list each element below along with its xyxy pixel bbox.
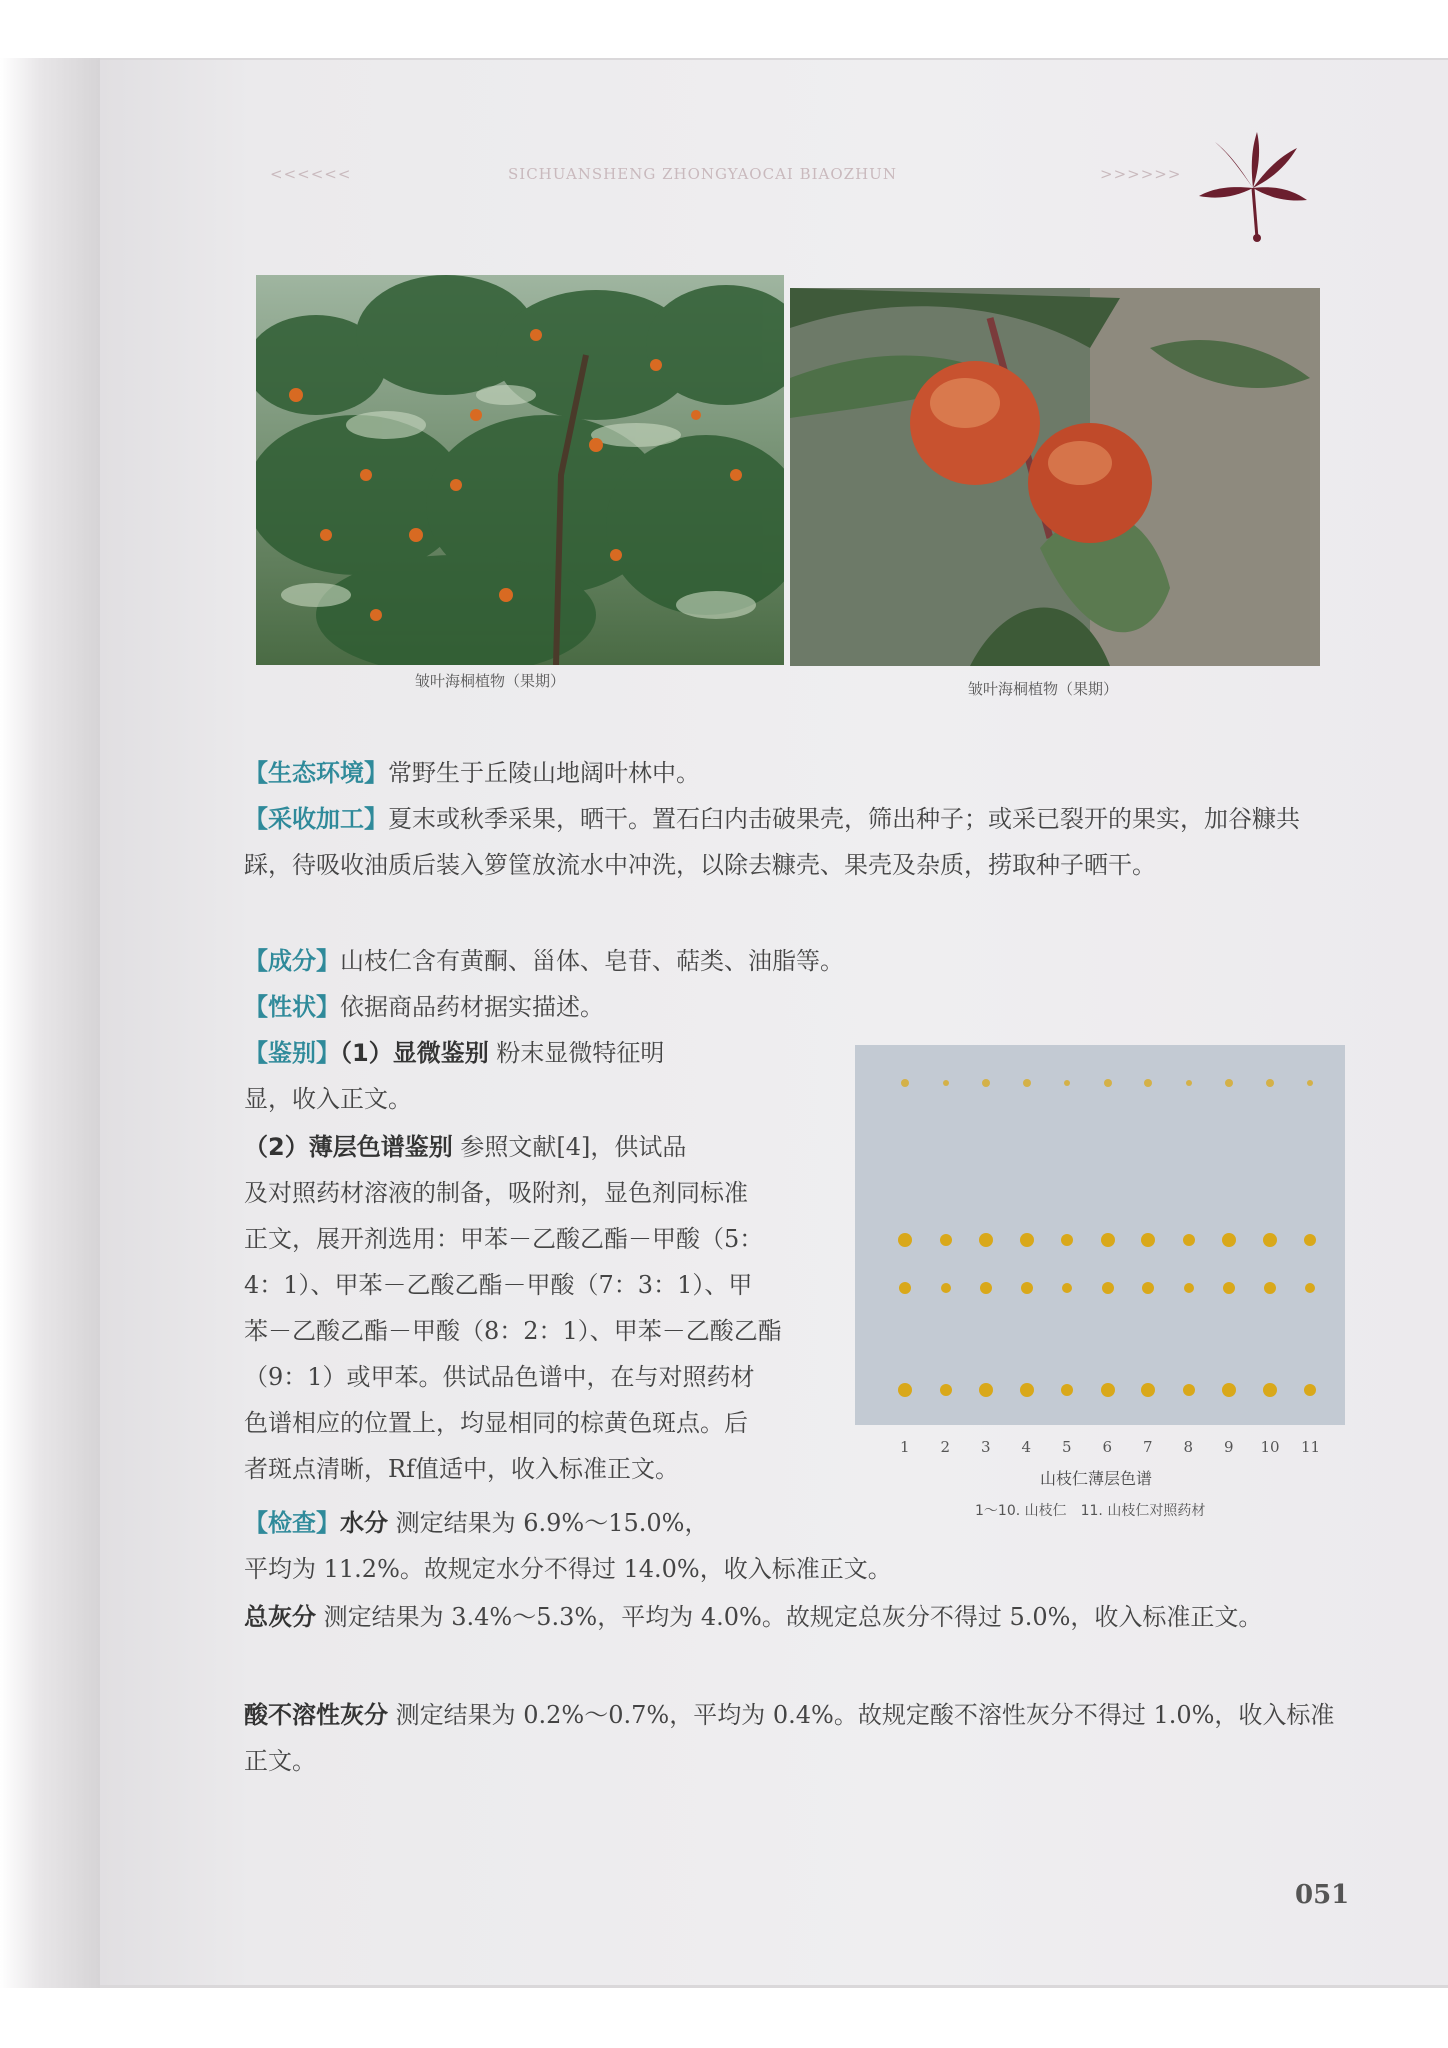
water-title: 水分 (340, 1509, 388, 1537)
tlc-spot (1222, 1233, 1236, 1247)
traits-text: 依据商品药材据实描述。 (340, 993, 604, 1021)
tlc-spot (1061, 1234, 1073, 1246)
tlc-line-7: 色谱相应的位置上，均显相同的棕黄色斑点。后 (244, 1409, 748, 1437)
check-label: 【检查】 (244, 1509, 340, 1537)
tlc-spot (1305, 1283, 1315, 1293)
tlc-lane-number: 3 (981, 1438, 991, 1456)
tlc-spot (1102, 1282, 1114, 1294)
tlc-paragraph (244, 1124, 844, 1492)
habitat-label: 【生态环境】 (244, 759, 388, 787)
tlc-line-2: 及对照药材溶液的制备，吸附剂，显色剂同标准 (244, 1179, 748, 1207)
tlc-spot (1186, 1080, 1192, 1086)
micro-title: （1）显微鉴别 (340, 1039, 489, 1067)
tlc-spot (1183, 1384, 1195, 1396)
tlc-line-text-1: 参照文献[4]，供试品 (460, 1133, 687, 1161)
tlc-spot (1304, 1234, 1316, 1246)
tlc-spot (1020, 1383, 1034, 1397)
tlc-lane-number: 7 (1143, 1438, 1153, 1456)
composition-text: 山枝仁含有黄酮、甾体、皂苷、萜类、油脂等。 (340, 947, 844, 975)
tlc-spot (1023, 1079, 1031, 1087)
tlc-spot (943, 1080, 949, 1086)
tlc-spot (940, 1384, 952, 1396)
tlc-plate-image (855, 1045, 1345, 1425)
tlc-spot (1021, 1282, 1033, 1294)
tlc-lane-number: 1 (900, 1438, 910, 1456)
plant-photo-tree (256, 275, 784, 665)
tlc-lane-number: 4 (1021, 1438, 1032, 1456)
tlc-spot (941, 1283, 951, 1293)
tlc-lane-number: 11 (1301, 1438, 1321, 1456)
composition-section (244, 938, 1344, 984)
header-title: SICHUANSHENG ZHONGYAOCAI BIAOZHUN (508, 165, 897, 183)
ash-paragraph (244, 1594, 1339, 1640)
harvest-label: 【采收加工】 (244, 805, 388, 833)
tlc-lane-number: 9 (1224, 1438, 1234, 1456)
tlc-spot (898, 1233, 912, 1247)
tlc-spot (980, 1282, 992, 1294)
acid-ash-text: 测定结果为 0.2%～0.7%，平均为 0.4%。故规定酸不溶性灰分不得过 1.0%，收入标准正文。 (244, 1701, 1335, 1775)
water-text-2: 平均为 11.2%。故规定水分不得过 14.0%，收入标准正文。 (244, 1555, 892, 1583)
book-spine (0, 58, 100, 1988)
tlc-spot (979, 1233, 993, 1247)
tlc-spot (1064, 1080, 1070, 1086)
tlc-spot (979, 1383, 993, 1397)
ash-text: 测定结果为 3.4%～5.3%，平均为 4.0%。故规定总灰分不得过 5.0%，收入标准正文。 (323, 1603, 1263, 1631)
ash-title: 总灰分 (244, 1603, 316, 1631)
tlc-spot (899, 1282, 911, 1294)
leaf-ornament-icon (1195, 130, 1315, 245)
tlc-spot (1101, 1383, 1115, 1397)
tlc-spot (1304, 1384, 1316, 1396)
tlc-spot (1020, 1233, 1034, 1247)
water-text-1: 测定结果为 6.9%～15.0%， (395, 1509, 709, 1537)
tlc-line-4: 4：1）、甲苯－乙酸乙酯－甲酸（7：3：1）、甲 (244, 1271, 753, 1299)
identification-label: 【鉴别】 (244, 1039, 340, 1067)
tlc-spot (1223, 1282, 1235, 1294)
harvest-section (244, 796, 1339, 888)
tlc-line-6: （9：1）或甲苯。供试品色谱中，在与对照药材 (244, 1363, 755, 1391)
acid-ash-paragraph (244, 1692, 1339, 1784)
traits-section (244, 984, 1344, 1030)
traits-label: 【性状】 (244, 993, 340, 1021)
tlc-spot (1225, 1079, 1233, 1087)
left-photo-caption: 皱叶海桐植物（果期） (415, 672, 566, 690)
habitat-section (244, 750, 1344, 796)
tlc-lane-number: 5 (1062, 1438, 1072, 1456)
tlc-line-3: 正文，展开剂选用：甲苯－乙酸乙酯－甲酸（5： (244, 1225, 764, 1253)
tlc-figure-legend: 1～10. 山枝仁 11. 山枝仁对照药材 (975, 1503, 1206, 1519)
tlc-spot (1144, 1079, 1152, 1087)
tlc-spot (940, 1234, 952, 1246)
tlc-spot (1222, 1383, 1236, 1397)
tlc-line-5: 苯－乙酸乙酯－甲酸（8：2：1）、甲苯－乙酸乙酯 (244, 1317, 782, 1345)
tlc-spot (1263, 1233, 1277, 1247)
tlc-spot (1141, 1233, 1155, 1247)
acid-ash-title: 酸不溶性灰分 (244, 1701, 388, 1729)
tlc-figure-title: 山枝仁薄层色谱 (1040, 1469, 1153, 1488)
habitat-text: 常野生于丘陵山地阔叶林中。 (388, 759, 700, 787)
tlc-lane-number: 2 (940, 1438, 951, 1456)
tlc-lane-number: 6 (1102, 1438, 1113, 1456)
header-left-marks: <<<<<< (270, 165, 352, 183)
tlc-spot (982, 1079, 990, 1087)
tlc-spot (1101, 1233, 1115, 1247)
tlc-lane-number: 10 (1260, 1438, 1280, 1456)
plant-photo-fruit (790, 288, 1320, 666)
tlc-spot (1104, 1079, 1112, 1087)
tlc-title: （2）薄层色谱鉴别 (244, 1133, 453, 1161)
tlc-spot (1266, 1079, 1274, 1087)
tlc-spot (898, 1383, 912, 1397)
check-water-line1 (244, 1500, 884, 1546)
tlc-spot (1062, 1283, 1072, 1293)
tlc-spot (1061, 1384, 1073, 1396)
tlc-spot (1183, 1234, 1195, 1246)
tlc-spot (1141, 1383, 1155, 1397)
tlc-lane-number: 8 (1183, 1438, 1194, 1456)
tlc-spot (1307, 1080, 1313, 1086)
micro-text-1: 粉末显微特征明 (496, 1039, 665, 1067)
micro-text-2: 显，收入正文。 (244, 1085, 412, 1113)
header-right-marks: >>>>>> (1100, 165, 1182, 183)
page-number: 051 (1295, 1880, 1350, 1910)
identification-micro (244, 1030, 844, 1076)
tlc-spot (901, 1079, 909, 1087)
tlc-spot (1263, 1383, 1277, 1397)
tlc-line-8: 者斑点清晰，Rf值适中，收入标准正文。 (244, 1455, 679, 1483)
composition-label: 【成分】 (244, 947, 340, 975)
tlc-spot (1142, 1282, 1154, 1294)
tlc-spot (1184, 1283, 1194, 1293)
tlc-line-1 (244, 1124, 844, 1170)
tlc-spot (1264, 1282, 1276, 1294)
harvest-text: 夏末或秋季采果，晒干。置石臼内击破果壳，筛出种子；或采已裂开的果实，加谷糠共踩，待吸收油质后装入箩筐放流水中冲洗，以除去糠壳、果壳及杂质，捞取种子晒干。 (244, 805, 1300, 879)
right-photo-caption: 皱叶海桐植物（果期） (968, 680, 1119, 698)
